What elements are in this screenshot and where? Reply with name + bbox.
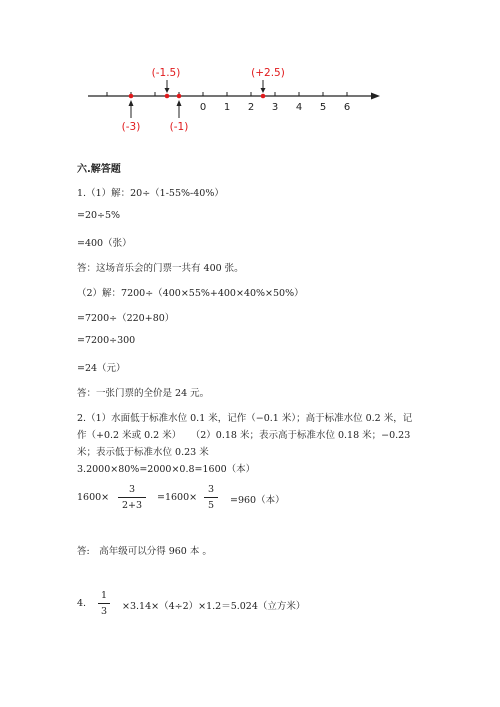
q3-frac1-numerator: 3 <box>128 484 136 495</box>
marker-point <box>129 94 134 99</box>
marker-label-below: (-1) <box>169 121 189 133</box>
marker-point <box>165 94 170 99</box>
fraction-bar <box>204 497 218 498</box>
q4-expression: ×3.14×（4÷2）×1.2＝5.024（立方米） <box>122 601 306 612</box>
tick-label: 4 <box>295 102 303 113</box>
tick-label: 0 <box>199 102 207 113</box>
marker-label-below: (-3) <box>121 121 141 133</box>
marker-label-above: (+2.5) <box>251 67 285 79</box>
q1-part1-line1: 1.（1）解：20÷（1-55%-40%） <box>77 188 224 199</box>
q3-fraction-2 <box>204 484 218 511</box>
q3-expr-mid: =1600× <box>157 492 198 503</box>
marker-arrow-head <box>165 88 170 93</box>
fraction-bar <box>118 497 146 498</box>
marker-point <box>177 94 182 99</box>
q3-frac2-denominator: 5 <box>207 500 215 511</box>
q4-fraction <box>98 590 110 617</box>
tick-label: 5 <box>319 102 327 113</box>
section-title: 六.解答题 <box>77 164 121 175</box>
tick-label: 2 <box>247 102 255 113</box>
tick-label: 1 <box>223 102 231 113</box>
fraction-bar <box>98 603 110 604</box>
q4-frac-numerator: 1 <box>100 590 108 601</box>
q3-frac1-denominator: 2+3 <box>121 500 143 511</box>
q1-part1-line2: =20÷5% <box>77 210 121 221</box>
q1-part2-line3: =7200÷300 <box>77 335 136 346</box>
axis-arrowhead <box>371 93 380 100</box>
q4-prefix: 4. <box>77 598 87 609</box>
q3-answer: 答: 高年级可以分得 960 本 。 <box>77 546 212 557</box>
tick-label: 6 <box>343 102 351 113</box>
q1-part2-line2: =7200÷（220+80） <box>77 313 175 324</box>
marker-point <box>261 94 266 99</box>
q3-expr-suffix: =960（本） <box>230 495 285 506</box>
q3-line1: 3.2000×80%=2000×0.8=1600（本） <box>77 464 256 475</box>
q4-frac-denominator: 3 <box>100 606 108 617</box>
q1-part1-line3: =400（张） <box>77 238 132 249</box>
q3-expr-prefix: 1600× <box>77 492 110 503</box>
q1-part2-answer: 答：一张门票的全价是 24 元。 <box>77 388 210 399</box>
q2-line2: 作（+0.2 米或 0.2 米） （2）0.18 米；表示高于标准水位 0.18 米；−0.23 <box>77 430 411 441</box>
q1-part2-line1: （2）解：7200÷（400×55%+400×40%×50%） <box>77 288 304 299</box>
q2-line3: 米；表示低于标准水位 0.23 米 <box>77 447 209 458</box>
tick-label: 3 <box>271 102 279 113</box>
number-line-figure <box>0 0 500 150</box>
marker-arrow-head <box>261 88 266 93</box>
marker-arrow-head <box>129 100 134 106</box>
q3-fraction-1 <box>118 484 146 511</box>
marker-arrow-head <box>177 100 182 106</box>
q1-part1-answer: 答：这场音乐会的门票一共有 400 张。 <box>77 263 244 274</box>
q3-frac2-numerator: 3 <box>207 484 215 495</box>
q2-line1: 2.（1）水面低于标准水位 0.1 米，记作（−0.1 米）；高于标准水位 0.2 米，记 <box>77 413 413 424</box>
q1-part2-line4: =24（元） <box>77 363 126 374</box>
marker-label-above: (-1.5) <box>151 67 181 79</box>
